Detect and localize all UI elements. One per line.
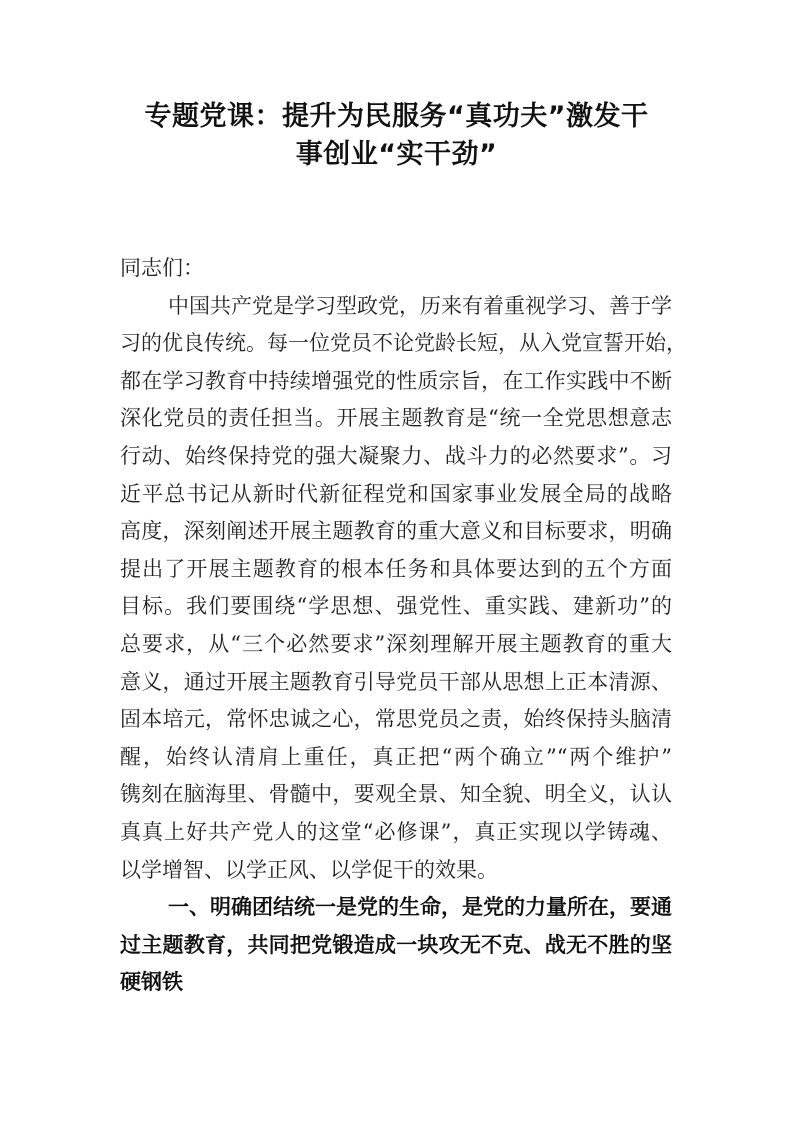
paragraph-line: 以学增智、以学正风、以学促干的效果。 — [120, 857, 498, 882]
paragraph-line: 近平总书记从新时代新征程党和国家事业发展全局的战略 — [120, 481, 672, 506]
section-heading-1 — [120, 889, 672, 1002]
heading-line: 硬钢铁 — [120, 970, 183, 995]
paragraph-line: 意义，通过开展主题教育引导党员干部从思想上正本清源、 — [120, 669, 672, 694]
document-body — [120, 250, 687, 1002]
paragraph-line: 醒，始终认清肩上重任，真正把“两个确立”“两个维护” — [120, 744, 672, 769]
heading-line: 过主题教育，共同把党锻造成一块攻无不克、战无不胜的坚 — [120, 932, 672, 957]
paragraph-1 — [120, 288, 687, 890]
paragraph-line: 中国共产党是学习型政党，历来有着重视学习、善于学 — [168, 293, 672, 318]
heading-line: 一、明确团结统一是党的生命，是党的力量所在，要通 — [168, 895, 672, 920]
salutation: 同志们： — [120, 256, 204, 280]
paragraph-line: 深化党员的责任担当。开展主题教育是“统一全党思想意志 — [120, 406, 672, 431]
paragraph-line: 目标。我们要围绕“学思想、强党性、重实践、建新功”的 — [120, 594, 672, 619]
paragraph-line: 高度，深刻阐述开展主题教育的重大意义和目标要求，明确 — [120, 519, 672, 544]
title-line-1: 专题党课：提升为民服务“真功夫”激发干 — [144, 101, 649, 132]
paragraph-line: 习的优良传统。每一位党员不论党龄长短，从入党宣誓开始， — [120, 331, 687, 356]
paragraph-line: 都在学习教育中持续增强党的性质宗旨，在工作实践中不断 — [120, 368, 672, 393]
document-title — [100, 98, 693, 174]
paragraph-line: 固本培元，常怀忠诚之心，常思党员之责，始终保持头脑清 — [120, 707, 672, 732]
title-line-2: 事创业“实干劲” — [295, 139, 498, 170]
paragraph-line: 镌刻在脑海里、骨髓中，要观全景、知全貌、明全义，认认 — [120, 782, 672, 807]
paragraph-line: 提出了开展主题教育的根本任务和具体要达到的五个方面 — [120, 556, 672, 581]
paragraph-line: 总要求，从“三个必然要求”深刻理解开展主题教育的重大 — [120, 631, 672, 656]
paragraph-line: 行动、始终保持党的强大凝聚力、战斗力的必然要求”。习 — [120, 443, 672, 468]
paragraph-line: 真真上好共产党人的这堂“必修课”，真正实现以学铸魂、 — [120, 819, 672, 844]
